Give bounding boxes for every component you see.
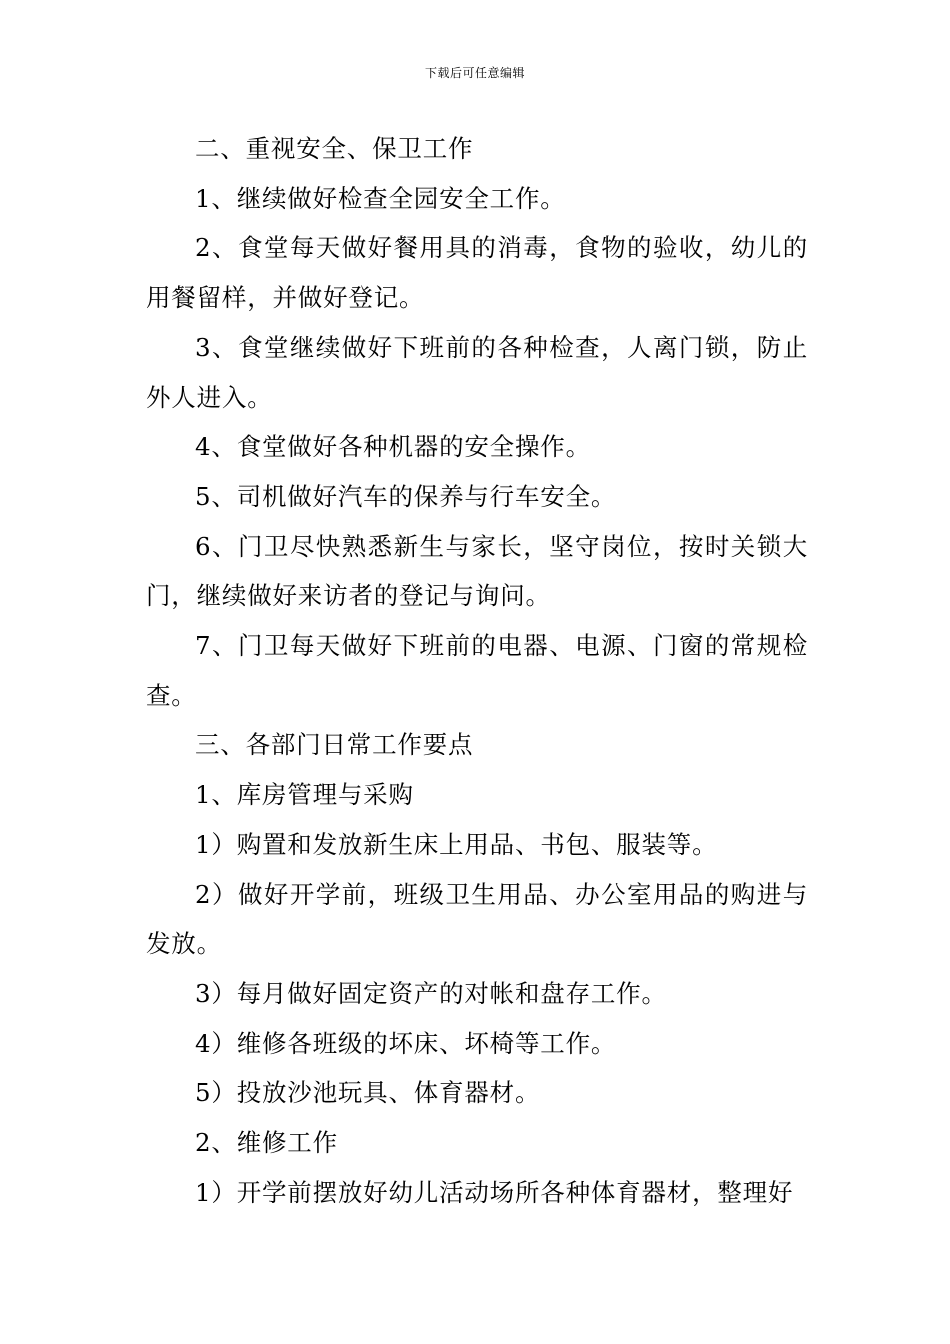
list-item: 3）每月做好固定资产的对帐和盘存工作。: [195, 978, 667, 1008]
paragraph: 1、继续做好检查全园安全工作。: [195, 183, 566, 213]
paragraph: 2、食堂每天做好餐用具的消毒，食物的验收，幼儿的用餐留样，并做好登记。: [146, 233, 808, 313]
page-header: 下载后可任意编辑: [424, 66, 525, 80]
paragraph: 6、门卫尽快熟悉新生与家长，坚守岗位，按时关锁大门，继续做好来访者的登记与询问。: [146, 531, 808, 611]
paragraph: 3、食堂继续做好下班前的各种检查，人离门锁，防止外人进入。: [146, 332, 808, 412]
section-heading-daily-work: 三、各部门日常工作要点: [195, 730, 474, 760]
paragraph: 5、司机做好汽车的保养与行车安全。: [195, 481, 617, 511]
paragraph: 4、食堂做好各种机器的安全操作。: [195, 432, 591, 462]
section-heading-safety: 二、重视安全、保卫工作: [195, 134, 474, 163]
paragraph: 7、门卫每天做好下班前的电器、电源、门窗的常规检查。: [146, 631, 808, 710]
list-item: 2）做好开学前，班级卫生用品、办公室用品的购进与发放。: [146, 879, 808, 959]
list-item: 4）维修各班级的坏床、坏椅等工作。: [195, 1028, 617, 1058]
subsection-heading-warehouse: 1、库房管理与采购: [195, 780, 414, 810]
list-item: 1）开学前摆放好幼儿活动场所各种体育器材，整理好: [195, 1177, 794, 1207]
document-body: [146, 124, 808, 1217]
subsection-heading-maintenance: 2、维修工作: [195, 1128, 338, 1158]
list-item: 5）投放沙池玩具、体育器材。: [195, 1078, 541, 1108]
list-item: 1）购置和发放新生床上用品、书包、服装等。: [195, 829, 718, 859]
